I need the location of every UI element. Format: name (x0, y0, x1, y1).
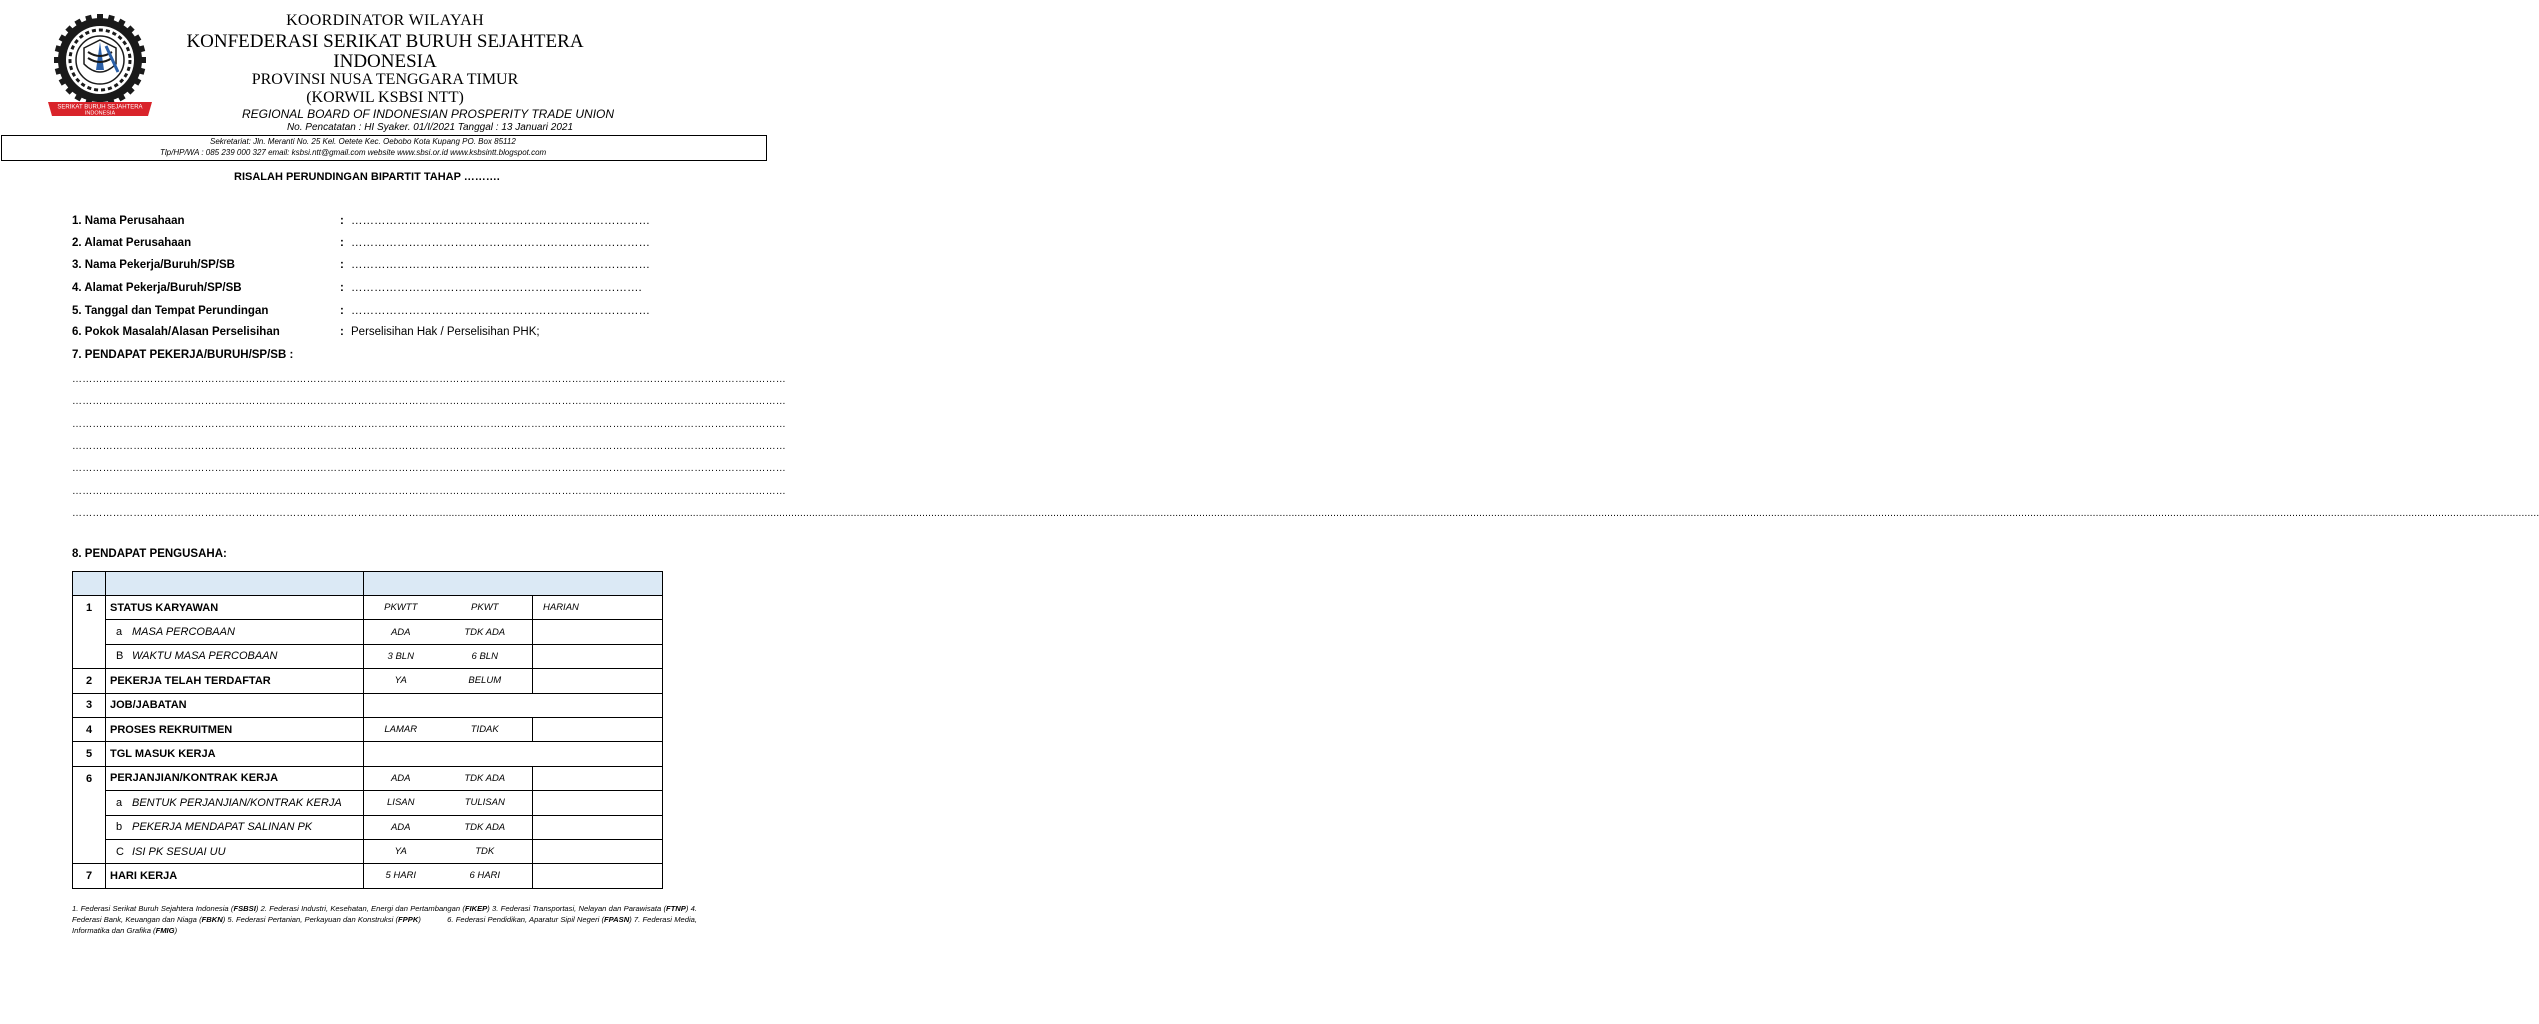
footnote-text: ) 5. Federasi Pertanian, Perkayuan dan Konstruksi ( (222, 915, 399, 924)
footnote-abbrev: FBKN (201, 915, 223, 924)
letterhead-registration: No. Pencatatan : HI Syaker. 01/I/2021 Tanggal : 13 Januari 2021 (286, 122, 574, 133)
row-item (106, 693, 364, 717)
row-item (106, 742, 364, 766)
option-cell: PKWT (438, 596, 533, 620)
letterhead-line3: INDONESIA (333, 51, 437, 72)
option-cell: 5 HARI (364, 864, 438, 888)
field-colon: : (340, 305, 344, 317)
row-number: 1 (73, 596, 106, 620)
option-cell: ADA (364, 620, 438, 644)
option-cell: TDK ADA (438, 620, 533, 644)
row-item (106, 766, 364, 790)
header-cell (73, 572, 106, 596)
row-item (106, 717, 364, 741)
option-cell: PKWTT (364, 596, 438, 620)
letterhead-line2: KONFEDERASI SERIKAT BURUH SEJAHTERA (186, 31, 584, 52)
option-cell (533, 669, 663, 693)
option-cell (533, 717, 663, 741)
row-item (106, 644, 364, 668)
address-line2: Tlp/HP/WA : 085 239 000 327 email: ksbsi.ntt@gmail.com website www.sbsi.or.id www.ksbsintt.blogspot.com (160, 148, 547, 157)
field-value: …………………………………………………………………… (351, 305, 650, 317)
logo-banner-line2: INDONESIA (84, 110, 116, 117)
option-cell: TDK (438, 839, 533, 863)
field-label: 1. Nama Perusahaan (72, 215, 185, 227)
item-label: PEKERJA TELAH TERDAFTAR (110, 674, 271, 687)
table-row (73, 669, 663, 693)
field-value: …………………………………………………………………… (351, 259, 650, 271)
row-item (106, 791, 364, 815)
row-item (106, 839, 364, 863)
table-row (73, 791, 663, 815)
item-label: HARI KERJA (110, 869, 178, 882)
field-colon: : (340, 215, 344, 227)
field-value: …………………………………………………………………… (351, 215, 650, 227)
footnote-text: 1. Federasi Serikat Buruh Sejahtera Indonesia ( (72, 904, 234, 913)
row-number (73, 620, 106, 644)
row-item (106, 620, 364, 644)
dotted-answer-line: ………………………………………………………………………………………………………………………………………………………………………………………… (72, 463, 786, 474)
document-title: RISALAH PERUNDINGAN BIPARTIT TAHAP ………. (234, 171, 500, 183)
item-label: TGL MASUK KERJA (110, 748, 216, 761)
table-row (73, 742, 663, 766)
field-colon: : (340, 259, 344, 271)
letterhead-line6: REGIONAL BOARD OF INDONESIAN PROSPERITY TRADE UNION (241, 107, 615, 121)
field-label: 2. Alamat Perusahaan (72, 237, 192, 249)
option-cell: YA (364, 669, 438, 693)
footnote-abbrev: FTNP (666, 904, 686, 913)
letterhead-line5: (KORWIL KSBSI NTT) (306, 89, 464, 106)
row-number: 2 (73, 669, 106, 693)
row-number: 7 (73, 864, 106, 888)
table-header-row (73, 572, 663, 596)
row-number: 6 (73, 766, 106, 790)
row-number: 4 (73, 717, 106, 741)
option-cell: LISAN (364, 791, 438, 815)
employer-opinion-table (72, 571, 663, 889)
table-row (73, 717, 663, 741)
field-colon: : (340, 282, 344, 294)
sub-item-letter: C (116, 845, 124, 858)
row-item (106, 864, 364, 888)
row-number: 3 (73, 693, 106, 717)
sub-item-letter: a (116, 626, 123, 639)
option-cell: LAMAR (364, 717, 438, 741)
footnote-abbrev: FIKEP (464, 904, 488, 913)
table-row (73, 864, 663, 888)
option-cell: TULISAN (438, 791, 533, 815)
option-cell: YA (364, 839, 438, 863)
dotted-answer-line: ………………………………………………………………………………………………………………………………………………………………………………………… (72, 419, 786, 430)
option-cell (533, 620, 663, 644)
option-cell: TIDAK (438, 717, 533, 741)
row-item (106, 815, 364, 839)
field-label: 4. Alamat Pekerja/Buruh/SP/SB (72, 282, 242, 294)
row-number (73, 815, 106, 839)
item-label: PERJANJIAN/KONTRAK KERJA (110, 772, 279, 785)
option-cell: ADA (364, 815, 438, 839)
field-value: …………………………………………………………………. (351, 282, 642, 294)
row-number (73, 644, 106, 668)
sub-item-label: MASA PERCOBAAN (132, 626, 235, 639)
table-row (73, 693, 663, 717)
header-cell (106, 572, 364, 596)
option-cell: 6 HARI (438, 864, 533, 888)
footnote-text: ) (174, 926, 178, 935)
address-line1: Sekretariat: Jln. Meranti No. 25 Kel. Oetete Kec. Oebobo Kota Kupang PO. Box 85112 (210, 137, 516, 146)
row-number (73, 839, 106, 863)
sub-item-label: BENTUK PERJANJIAN/KONTRAK KERJA (132, 796, 342, 809)
footnote-text: ) 7. Federasi Media, Informatika dan Grafika ( (72, 915, 697, 935)
letterhead-line1: KOORDINATOR WILAYAH (286, 12, 484, 29)
footnote-abbrev: FMIG (155, 926, 175, 935)
sub-item-letter: b (116, 821, 123, 834)
field-colon: : (340, 326, 344, 338)
table-row (73, 620, 663, 644)
letterhead-line4: PROVINSI NUSA TENGGARA TIMUR (251, 71, 519, 88)
dotted-answer-line: ………………………………………………………………………………………………………………………………………………………………………………………… (72, 374, 786, 385)
row-number (73, 791, 106, 815)
section-7-heading: 7. PENDAPAT PEKERJA/BURUH/SP/SB : (72, 349, 294, 361)
field-value: Perselisihan Hak / Perselisihan PHK; (351, 326, 540, 338)
federation-footnote (72, 903, 697, 936)
table-row (73, 644, 663, 668)
footnote-abbrev: FPASN (604, 915, 630, 924)
dotted-answer-line: …………………………………………………………………………………………........................................................................................................................................................................................................................................................................................................................................................................................................................................................................................................................................................................................................................................................................................................................................ (72, 508, 2539, 519)
sub-item-label: ISI PK SESUAI UU (132, 845, 226, 858)
ksbsi-logo-icon (44, 12, 156, 124)
table-row (73, 596, 663, 620)
field-label: 5. Tanggal dan Tempat Perundingan (72, 305, 269, 317)
dotted-answer-line: ………………………………………………………………………………………………………………………………………………………………………………………… (72, 486, 786, 497)
table-row (73, 766, 663, 790)
option-cell: ADA (364, 766, 438, 790)
dotted-answer-line: ………………………………………………………………………………………………………………………………………………………………………………………… (72, 441, 786, 452)
item-label: PROSES REKRUITMEN (110, 723, 233, 736)
option-cell (533, 815, 663, 839)
option-cell: HARIAN (533, 596, 663, 620)
option-cell (533, 766, 663, 790)
field-value: …………………………………………………………………… (351, 237, 650, 249)
row-item (106, 669, 364, 693)
sub-item-letter: a (116, 796, 123, 809)
option-cell (533, 839, 663, 863)
table-row (73, 815, 663, 839)
option-cell: 3 BLN (364, 644, 438, 668)
option-cell: BELUM (438, 669, 533, 693)
table-row (73, 839, 663, 863)
sub-item-letter: B (116, 650, 124, 663)
option-cell (533, 791, 663, 815)
item-label: STATUS KARYAWAN (110, 601, 219, 614)
footnote-abbrev: FPPK (398, 915, 419, 924)
section-8-heading: 8. PENDAPAT PENGUSAHA: (72, 548, 227, 560)
field-label: 3. Nama Pekerja/Buruh/SP/SB (72, 259, 235, 271)
sub-item-label: WAKTU MASA PERCOBAAN (132, 650, 278, 663)
footnote-abbrev: FSBSI (233, 904, 256, 913)
footnote-text: ) 6. Federasi Pendidikan, Aparatur Sipil Negeri ( (418, 915, 605, 924)
option-cell (533, 864, 663, 888)
field-colon: : (340, 237, 344, 249)
header-cell (364, 572, 663, 596)
option-cell: 6 BLN (438, 644, 533, 668)
item-label: JOB/JABATAN (110, 699, 187, 712)
footnote-text: ) 4. Federasi Bank, Keuangan dan Niaga ( (72, 904, 697, 924)
row-item (106, 596, 364, 620)
dotted-answer-line: ………………………………………………………………………………………………………………………………………………………………………………………… (72, 396, 786, 407)
field-label: 6. Pokok Masalah/Alasan Perselisihan (72, 326, 280, 338)
logo-banner-line1: SERIKAT BURUH SEJAHTERA (57, 104, 143, 111)
answer-cell (364, 742, 663, 766)
row-number: 5 (73, 742, 106, 766)
answer-cell (364, 693, 663, 717)
option-cell: TDK ADA (438, 815, 533, 839)
footnote-text: ) 3. Federasi Transportasi, Nelayan dan Parawisata ( (487, 904, 667, 913)
footnote-text: ) 2. Federasi Industri, Kesehatan, Energi dan Pertambangan ( (255, 904, 465, 913)
option-cell (533, 644, 663, 668)
option-cell: TDK ADA (438, 766, 533, 790)
sub-item-label: PEKERJA MENDAPAT SALINAN PK (132, 821, 313, 834)
